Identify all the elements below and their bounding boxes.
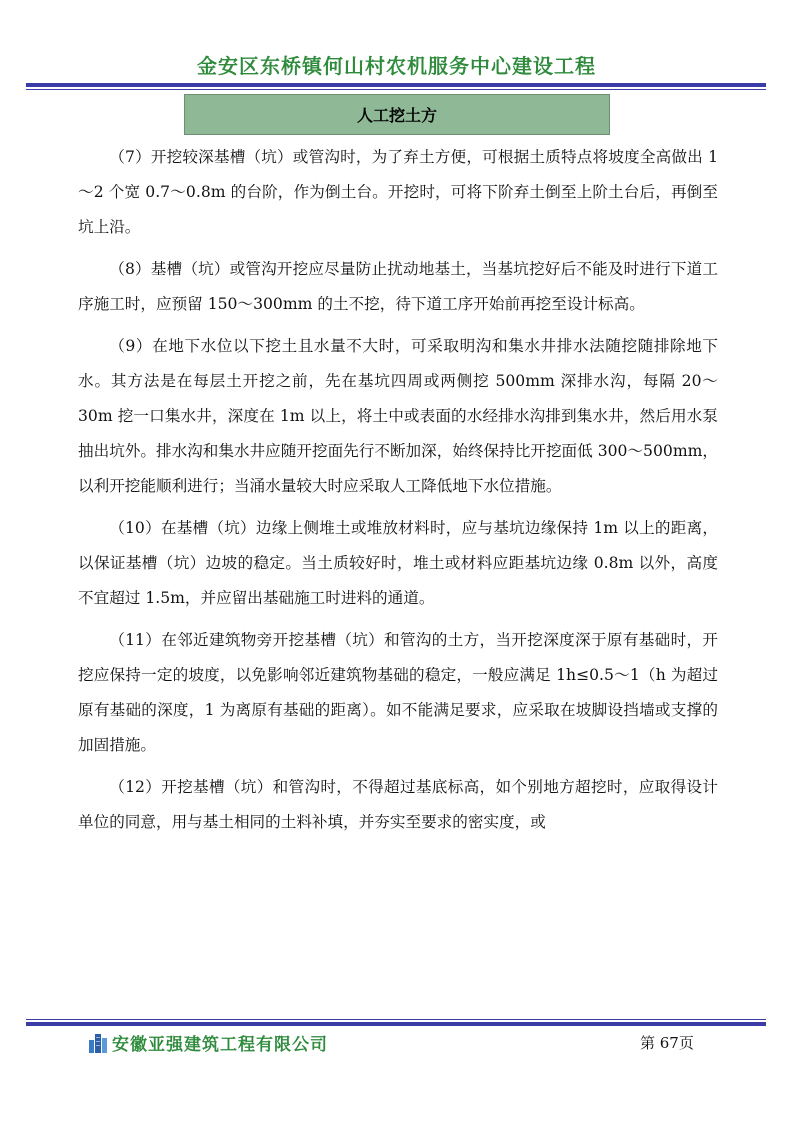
- building-logo-icon: [88, 1032, 108, 1054]
- paragraph-10: （10）在基槽（坑）边缘上侧堆土或堆放材料时，应与基坑边缘保持 1m 以上的距离，以保证基槽（坑）边坡的稳定。当土质较好时，堆土或材料应距基坑边缘 0.8m 以外，高度不宜超过 1.5m，并应留出基础施工时进料的通道。: [78, 519, 718, 607]
- header-rule-thick: [26, 83, 766, 87]
- paragraph-7: （7）开挖较深基槽（坑）或管沟时，为了弃土方便，可根据土质特点将坡度全高做出 1～2 个宽 0.7～0.8m 的台阶，作为倒土台。开挖时，可将下阶弃土倒至上阶土台后，再倒至坑上沿。: [78, 148, 718, 236]
- document-header-title: 金安区东桥镇何山村农机服务中心建设工程: [197, 54, 596, 78]
- footer-company: [88, 1030, 328, 1055]
- paragraph-9: （9）在地下水位以下挖土且水量不大时，可采取明沟和集水井排水法随挖随排除地下水。其方法是在每层土开挖之前，先在基坑四周或两侧挖 500mm 深排水沟，每隔 20～30m 挖一口集水井，深度在 1m 以上，将土中或表面的水经排水沟排到集水井，然后用水泵抽出坑外。排水沟和集水井应随开挖面先行不断加深，始终保持比开挖面低 300～500mm，以利开挖能顺利进行；当涌水量较大时应采取人工降低地下水位措施。: [78, 337, 718, 495]
- footer-company-name: 安徽亚强建筑工程有限公司: [112, 1035, 328, 1055]
- paragraph-12: （12）开挖基槽（坑）和管沟时，不得超过基底标高，如个别地方超挖时，应取得设计单位的同意，用与基土相同的土料补填，并夯实至要求的密实度，或: [78, 778, 718, 831]
- paragraph-8: （8）基槽（坑）或管沟开挖应尽量防止扰动地基土，当基坑挖好后不能及时进行下道工序施工时，应预留 150～300mm 的土不挖，待下道工序开始前再挖至设计标高。: [78, 260, 718, 313]
- body-content: [78, 140, 718, 847]
- section-title: 人工挖土方: [356, 106, 437, 125]
- page-number: 第 67页: [640, 1034, 694, 1052]
- paragraph-11: （11）在邻近建筑物旁开挖基槽（坑）和管沟的土方，当开挖深度深于原有基础时，开挖应保持一定的坡度，以免影响邻近建筑物基础的稳定，一般应满足 1h≤0.5～1（h 为超过原有基础的深度，1 为离原有基础的距离）。如不能满足要求，应采取在坡脚设挡墙或支撑的加固措施。: [78, 631, 718, 754]
- footer-rule-thick: [26, 1022, 766, 1026]
- footer-rule-thin: [26, 1019, 766, 1020]
- header-rule-thin: [26, 89, 766, 90]
- section-title-box: [184, 94, 610, 135]
